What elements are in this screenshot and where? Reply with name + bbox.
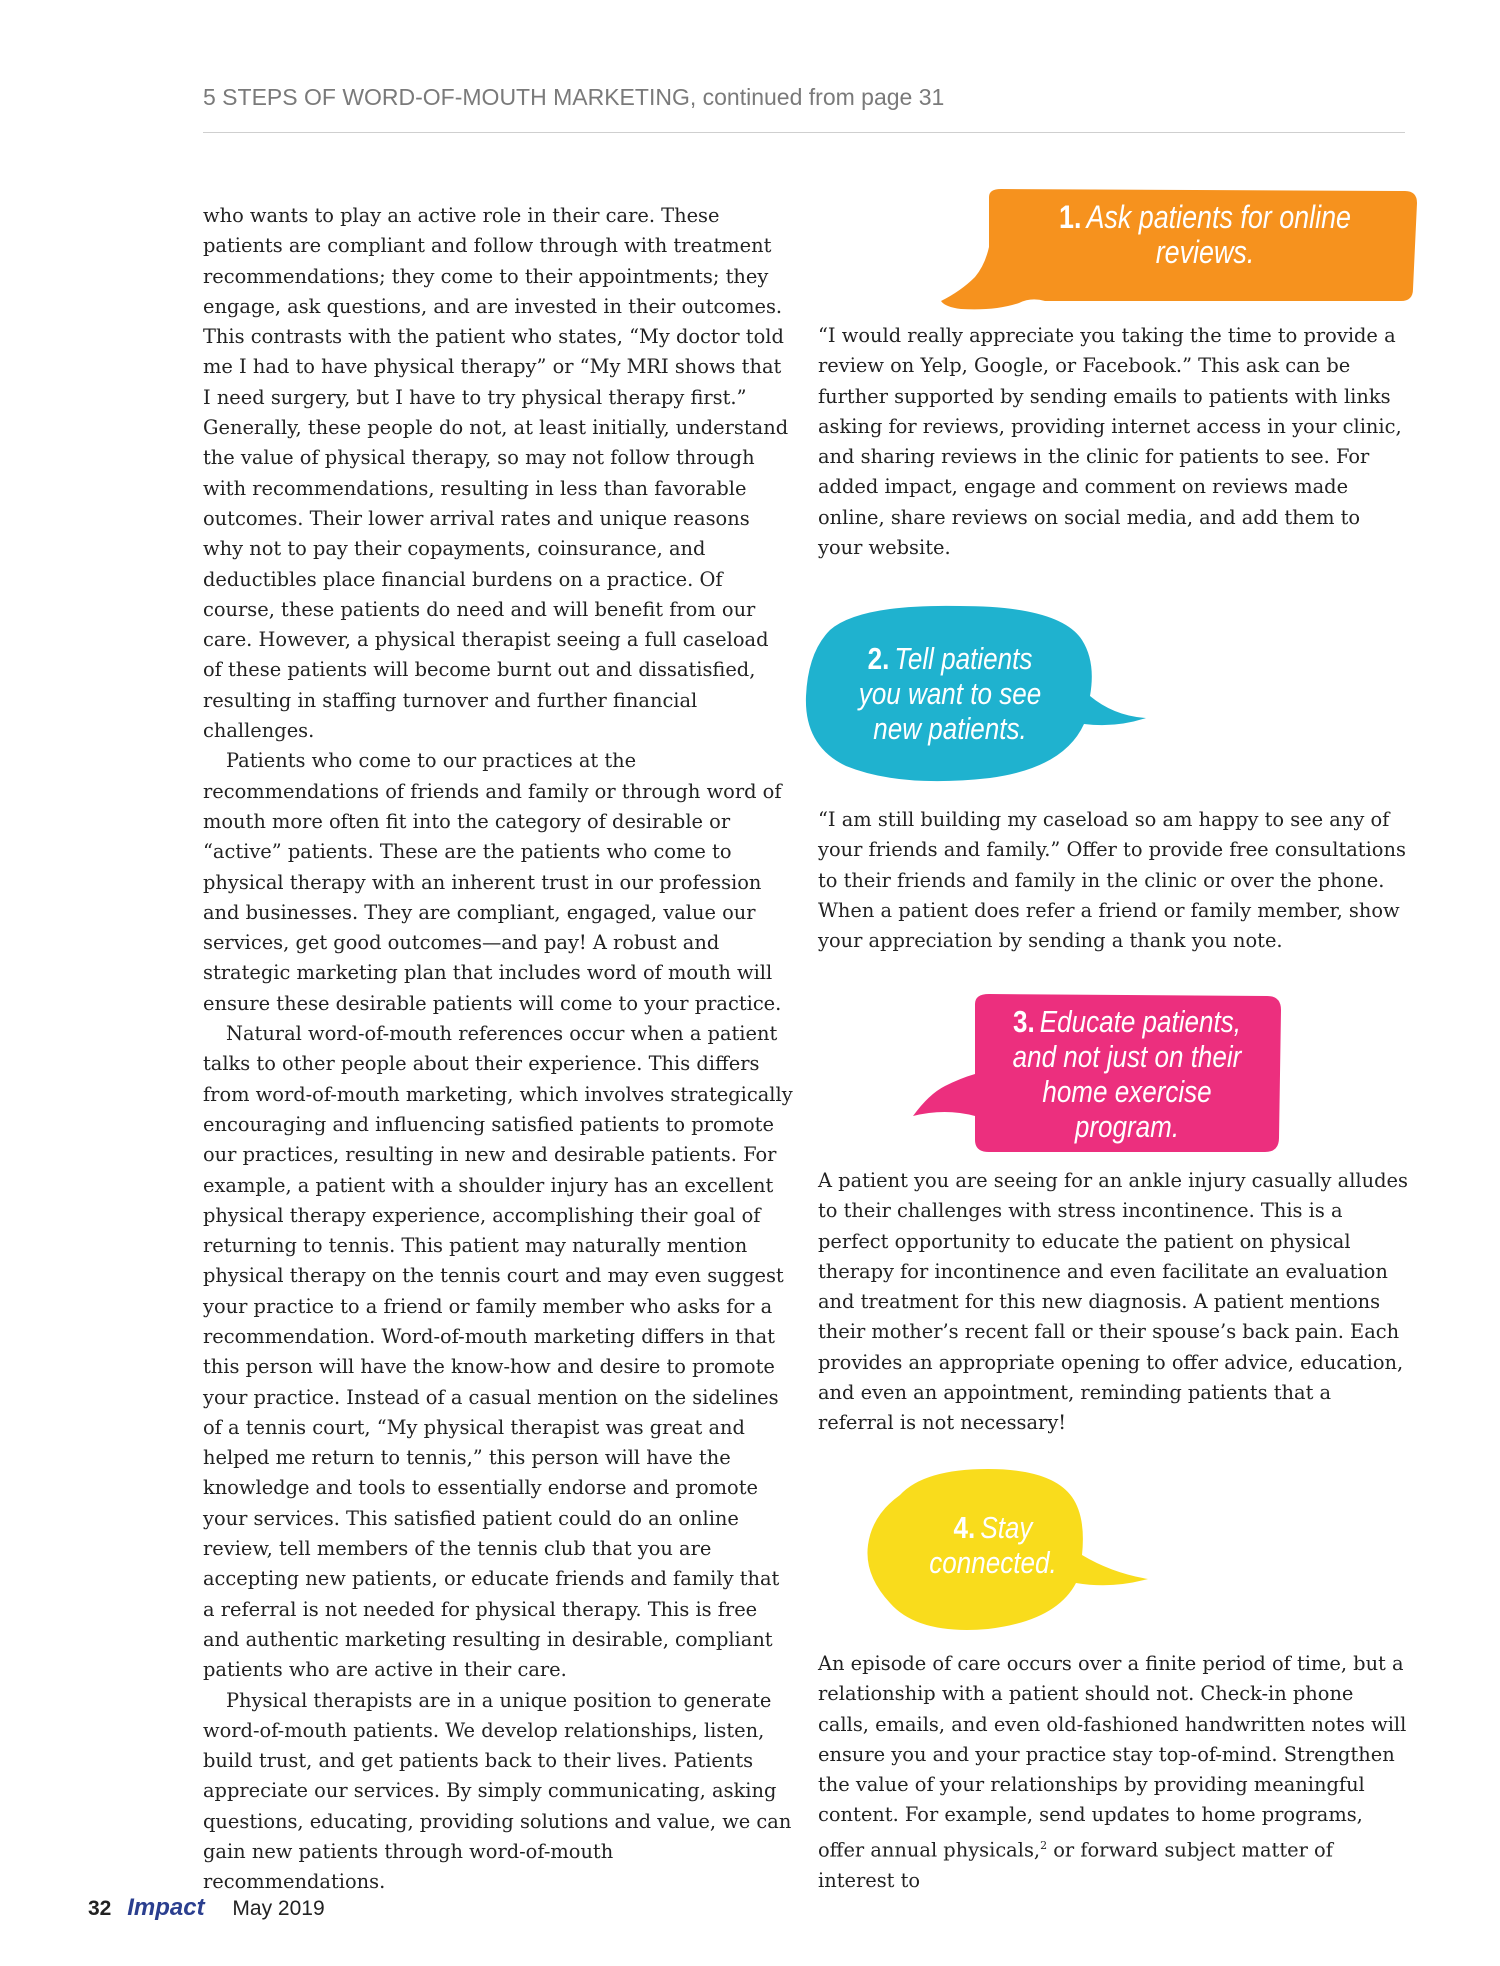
step-3-speech-bubble bbox=[905, 990, 1285, 1160]
step-4-heading bbox=[905, 1490, 1081, 1600]
step-4-text bbox=[818, 1649, 1408, 1896]
step-3-number: 3. bbox=[1012, 1004, 1035, 1039]
step-3-text: A patient you are seeing for an ankle injury casually alludes to their challenges with stress incontinence. This is a perfect opportunity to educate the patient on physical therapy for incontinence and even facilitate an evaluation and treatment for this new diagnosis. A patient mentions their mother’s recent fall or their spouse’s back pain. Each provides an appropriate opening to offer advice, education, and even an appointment, reminding patients that a referral is not necessary! bbox=[818, 1169, 1408, 1435]
body-paragraph: Natural word-of-mouth references occur when a patient talks to other people about their experience. This differs from word-of-mouth marketing, which involves strategically encouraging and influencing satisfied patients to promote our practices, resulting in new and desirable patients. For example, a patient with a shoulder injury has an excellent physical therapy experience, accomplishing their goal of returning to tennis. This patient may naturally mention physical therapy on the tennis court and may even suggest your practice to a friend or family member who asks for a recommendation. Word-of-mouth marketing differs in that this person will have the know-how and desire to promote your practice. Instead of a casual mention on the sidelines of a tennis court, “My physical therapist was great and helped me return to tennis,” this person will have the knowledge and tools to essentially endorse and promote your services. This satisfied patient could do an online review, tell members of the tennis club that you are accepting new patients, or educate friends and family that a referral is not needed for physical therapy. This is free and authentic marketing resulting in desirable, compliant patients who are active in their care. bbox=[203, 1022, 793, 1682]
step-2-heading bbox=[853, 628, 1046, 758]
left-column bbox=[203, 201, 793, 1898]
step-4-text-main: An episode of care occurs over a finite period of time, but a relationship with a patient should not. Check-in phone calls, emails, and even old-fashioned handwritten notes will ensure you and your practice stay top-of-mind. Strengthen the value of your relationships by providing meaningful content. For example, send updates to home programs, offer annual physicals, bbox=[818, 1652, 1407, 1862]
step-2-number: 2. bbox=[867, 640, 890, 676]
header-title: 5 STEPS OF WORD-OF-MOUTH MARKETING, bbox=[203, 84, 697, 110]
step-1-heading bbox=[1020, 199, 1390, 270]
step-2-title: Tell patients you want to see new patients. bbox=[858, 640, 1042, 746]
step-4-speech-bubble bbox=[860, 1465, 1160, 1635]
step-1-title: Ask patients for online reviews. bbox=[1086, 199, 1351, 270]
header-rule bbox=[203, 132, 1405, 133]
running-header bbox=[203, 84, 1403, 111]
step-4-number: 4. bbox=[953, 1510, 976, 1545]
page-footer bbox=[88, 1894, 325, 1922]
body-paragraph: Patients who come to our practices at the recommendations of friends and family or through word of mouth more often fit into the category of desirable or “active” patients. These are the patients who come to physical therapy with an inherent trust in our profession and businesses. They are compliant, engaged, value our services, get good outcomes—and pay! A robust and strategic marketing plan that includes word of mouth will ensure these desirable patients will come to your practice. bbox=[203, 749, 782, 1015]
step-1-text: “I would really appreciate you taking the time to provide a review on Yelp, Google, or Facebook.” This ask can be further supported by sending emails to patients with links asking for reviews, providing internet access in your clinic, and sharing reviews in the clinic for patients to see. For added impact, engage and comment on reviews made online, share reviews on social media, and add them to your website. bbox=[818, 324, 1402, 560]
step-1-speech-bubble bbox=[935, 185, 1420, 315]
header-continued: continued from page 31 bbox=[702, 84, 945, 110]
step-3-heading bbox=[996, 1004, 1258, 1144]
step-4-title: Stay connected. bbox=[929, 1510, 1057, 1580]
magazine-name: Impact bbox=[127, 1894, 205, 1921]
step-1-body bbox=[818, 321, 1408, 563]
footnote-marker: 2 bbox=[1040, 1838, 1048, 1852]
step-2-text: “I am still building my caseload so am happy to see any of your friends and family.” Offer to provide free consultations to their friends and family in the clinic or over the phone. When a patient does refer a friend or family member, show your appreciation by sending a thank you note. bbox=[818, 808, 1406, 953]
step-4-text-tail: or forward subject matter of interest to bbox=[818, 1838, 1333, 1892]
step-2-speech-bubble bbox=[800, 600, 1160, 790]
page-number: 32 bbox=[88, 1897, 112, 1920]
step-2-body bbox=[818, 805, 1408, 956]
body-paragraph: Physical therapists are in a unique position to generate word-of-mouth patients. We develop relationships, listen, build trust, and get patients back to their lives. Patients appreciate our services. By simply communicating, asking questions, educating, providing solutions and value, we can gain new patients through word-of-mouth recommendations. bbox=[203, 1688, 792, 1894]
body-paragraph: who wants to play an active role in their care. These patients are compliant and follow through with treatment recommendations; they come to their appointments; they engage, ask questions, and are invested in their outcomes. This contrasts with the patient who states, “My doctor told me I had to have physical therapy” or “My MRI shows that I need surgery, but I have to try physical therapy first.” Generally, these people do not, at least initially, understand the value of physical therapy, so may not follow through with recommendations, resulting in less than favorable outcomes. Their lower arrival rates and unique reasons why not to pay their copayments, coinsurance, and deductibles place financial burdens on a practice. Of course, these patients do need and will benefit from our care. However, a physical therapist seeing a full caseload of these patients will become burnt out and dissatisfied, resulting in staffing turnover and further financial challenges. bbox=[203, 204, 789, 743]
step-3-body bbox=[818, 1166, 1408, 1439]
step-3-title: Educate patients, and not just on their home exercise program. bbox=[1012, 1004, 1242, 1144]
step-1-number: 1. bbox=[1059, 199, 1082, 235]
step-4-body bbox=[818, 1649, 1408, 1896]
issue-date: May 2019 bbox=[232, 1897, 325, 1920]
